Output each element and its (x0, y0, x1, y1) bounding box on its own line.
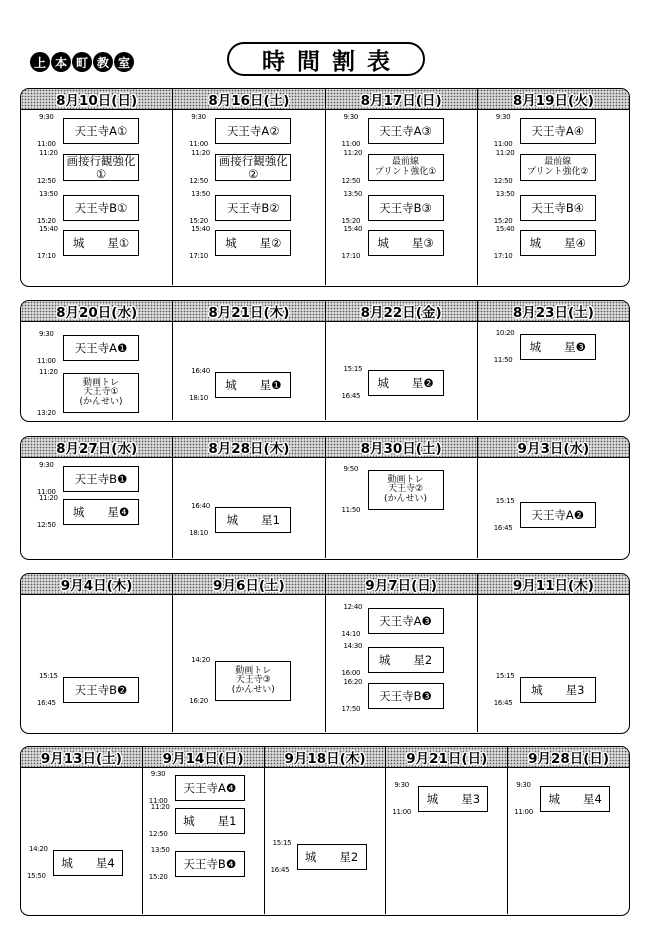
session-label: 天王寺B④ (520, 195, 596, 221)
session-start-time: 14:20 (29, 845, 48, 853)
logo-char: 町 (72, 52, 92, 72)
page-title: 時間割表 (262, 48, 402, 75)
session-end-time: 18:10 (189, 394, 208, 402)
session-label: 動画トレ 天王寺② (かんせい) (368, 470, 444, 510)
session-start-time: 15:15 (495, 672, 515, 680)
session-label: 城 星2 (368, 647, 444, 673)
date-header: 8月10日(日) (56, 93, 138, 109)
session-end-time: 11:00 (341, 140, 361, 148)
session-end-time: 15:50 (27, 872, 46, 880)
session-start-time: 15:15 (343, 365, 363, 373)
session-end-time: 16:45 (341, 392, 361, 400)
session-label: 天王寺A① (63, 118, 139, 144)
session-label: 城 星3 (418, 786, 488, 812)
session-label: 城 星❷ (368, 370, 444, 396)
sessions-row (21, 595, 629, 732)
session-label: 城 星4 (53, 850, 123, 876)
session-label: 天王寺B① (63, 195, 139, 221)
session-end-time: 11:50 (341, 506, 361, 514)
session-label: 城 星① (63, 230, 139, 256)
session-end-time: 16:45 (493, 524, 513, 532)
session-start-time: 9:30 (150, 770, 166, 778)
session-start-time: 15:15 (39, 672, 58, 680)
session-end-time: 17:10 (341, 252, 361, 260)
session-start-time: 9:30 (343, 113, 359, 121)
session-label: 城 星③ (368, 230, 444, 256)
session-start-time: 11:20 (150, 803, 170, 811)
logo-char: 上 (30, 52, 50, 72)
session-label: 城 星4 (540, 786, 610, 812)
day-column (477, 110, 629, 285)
date-header: 8月30日(土) (325, 437, 477, 457)
date-header: 8月22日(金) (325, 301, 477, 321)
day-column (325, 458, 477, 558)
session-start-time: 11:20 (39, 368, 58, 376)
session-label: 画接行観強化② (215, 154, 291, 181)
session-label: 天王寺A❹ (175, 775, 245, 801)
session-end-time: 12:50 (37, 177, 56, 185)
date-header: 9月13日(土) (40, 751, 122, 767)
session-end-time: 11:00 (37, 488, 56, 496)
logo-char: 室 (114, 52, 134, 72)
session-label: 城 星❸ (520, 334, 596, 360)
session-start-time: 13:50 (150, 846, 170, 854)
session-end-time: 12:50 (493, 177, 513, 185)
week-block (20, 573, 630, 734)
session-label: 最前線 プリント強化② (520, 154, 596, 181)
logo-char: 教 (93, 52, 113, 72)
session-start-time: 9:30 (394, 781, 409, 789)
session-start-time: 11:20 (495, 149, 515, 157)
day-column (325, 595, 477, 732)
session-end-time: 14:10 (341, 630, 361, 638)
day-column (325, 322, 477, 420)
session-end-time: 12:50 (189, 177, 208, 185)
date-header: 8月23日(土) (477, 301, 629, 321)
session-end-time: 11:00 (189, 140, 208, 148)
session-label: 城 星❶ (215, 372, 291, 398)
session-end-time: 16:45 (37, 699, 56, 707)
session-start-time: 16:20 (343, 678, 363, 686)
session-start-time: 11:20 (39, 494, 58, 502)
session-end-time: 16:00 (341, 669, 361, 677)
session-end-time: 17:50 (341, 705, 361, 713)
session-label: 天王寺A❷ (520, 502, 596, 528)
session-label: 天王寺B③ (368, 195, 444, 221)
week-block (20, 746, 630, 916)
date-header-row (21, 89, 629, 110)
date-header-row (21, 747, 629, 768)
date-header: 9月21日(日) (385, 747, 507, 767)
session-end-time: 18:10 (189, 529, 208, 537)
date-header-row (21, 437, 629, 458)
session-end-time: 12:50 (341, 177, 361, 185)
session-end-time: 11:00 (37, 140, 56, 148)
session-end-time: 15:20 (148, 873, 168, 881)
session-start-time: 11:20 (343, 149, 363, 157)
session-end-time: 15:20 (189, 217, 208, 225)
day-column (477, 322, 629, 420)
sessions-row (21, 322, 629, 420)
session-start-time: 12:40 (343, 603, 363, 611)
day-column (172, 322, 324, 420)
day-column (142, 768, 264, 914)
date-header: 8月28日(木) (172, 437, 324, 457)
date-header: 9月28日(日) (507, 747, 629, 767)
session-end-time: 11:00 (148, 797, 168, 805)
session-label: 城 星④ (520, 230, 596, 256)
day-column (325, 110, 477, 285)
session-label: 天王寺A④ (520, 118, 596, 144)
day-column (21, 110, 172, 285)
title-box (227, 42, 425, 76)
day-column (21, 458, 172, 558)
date-header-row (21, 301, 629, 322)
session-label: 天王寺B❹ (175, 851, 245, 877)
date-header: 8月21日(木) (172, 301, 324, 321)
session-label: 動画トレ 天王寺③ (かんせい) (215, 661, 291, 701)
day-column (172, 458, 324, 558)
session-start-time: 15:40 (495, 225, 515, 233)
date-header: 9月7日(日) (325, 574, 477, 594)
session-start-time: 9:30 (39, 330, 54, 338)
session-end-time: 17:10 (37, 252, 56, 260)
day-column (477, 595, 629, 732)
week-block (20, 88, 630, 287)
session-end-time: 11:00 (392, 808, 412, 816)
sessions-row (21, 768, 629, 914)
session-start-time: 11:20 (191, 149, 210, 157)
day-column (477, 458, 629, 558)
session-start-time: 9:30 (39, 113, 54, 121)
date-header: 9月18日(木) (264, 747, 386, 767)
date-header: 9月14日(日) (142, 747, 264, 767)
date-header-row (21, 574, 629, 595)
date-header: 9月3日(水) (477, 437, 629, 457)
session-start-time: 16:40 (191, 367, 210, 375)
session-end-time: 12:50 (37, 521, 56, 529)
session-start-time: 15:15 (272, 839, 292, 847)
session-label: 天王寺A❸ (368, 608, 444, 634)
week-block (20, 300, 630, 422)
session-label: 天王寺A② (215, 118, 291, 144)
session-end-time: 12:50 (148, 830, 168, 838)
session-start-time: 9:30 (39, 461, 54, 469)
sessions-row (21, 458, 629, 558)
day-column (172, 110, 324, 285)
session-start-time: 14:30 (343, 642, 363, 650)
session-label: 天王寺B❶ (63, 466, 139, 492)
date-header: 8月17日(日) (325, 89, 477, 109)
session-label: 天王寺A③ (368, 118, 444, 144)
day-column (507, 768, 629, 914)
session-label: 天王寺B② (215, 195, 291, 221)
session-end-time: 11:00 (493, 140, 513, 148)
session-start-time: 11:20 (39, 149, 58, 157)
session-start-time: 9:30 (516, 781, 531, 789)
session-start-time: 13:50 (39, 190, 58, 198)
session-label: 動画トレ 天王寺① (かんせい) (63, 373, 139, 413)
session-label: 城 星❹ (63, 499, 139, 525)
session-end-time: 17:10 (493, 252, 513, 260)
day-column (21, 768, 142, 914)
session-start-time: 15:40 (39, 225, 58, 233)
session-start-time: 15:40 (191, 225, 210, 233)
session-start-time: 13:50 (343, 190, 363, 198)
session-end-time: 11:00 (514, 808, 533, 816)
date-header: 8月20日(水) (56, 305, 138, 321)
day-column (21, 322, 172, 420)
session-end-time: 16:45 (493, 699, 513, 707)
session-end-time: 11:50 (493, 356, 513, 364)
session-start-time: 9:30 (191, 113, 206, 121)
session-start-time: 15:40 (343, 225, 363, 233)
day-column (21, 595, 172, 732)
session-label: 城 星② (215, 230, 291, 256)
session-label: 天王寺A❶ (63, 335, 139, 361)
session-end-time: 16:45 (270, 866, 290, 874)
session-end-time: 15:20 (37, 217, 56, 225)
day-column (264, 768, 386, 914)
day-column (172, 595, 324, 732)
session-start-time: 16:40 (191, 502, 210, 510)
week-block (20, 436, 630, 560)
session-label: 天王寺B❸ (368, 683, 444, 709)
day-column (385, 768, 507, 914)
session-start-time: 13:50 (191, 190, 210, 198)
session-start-time: 13:50 (495, 190, 515, 198)
date-header: 8月16日(土) (172, 89, 324, 109)
session-end-time: 15:20 (341, 217, 361, 225)
session-end-time: 17:10 (189, 252, 208, 260)
session-label: 城 星1 (215, 507, 291, 533)
session-end-time: 11:00 (37, 357, 56, 365)
session-label: 城 星1 (175, 808, 245, 834)
logo-char: 本 (51, 52, 71, 72)
date-header: 9月11日(木) (477, 574, 629, 594)
session-start-time: 10:20 (495, 329, 515, 337)
session-start-time: 15:15 (495, 497, 515, 505)
session-start-time: 9:30 (495, 113, 511, 121)
session-label: 城 星2 (297, 844, 367, 870)
date-header: 8月19日(火) (477, 89, 629, 109)
session-end-time: 15:20 (493, 217, 513, 225)
sessions-row (21, 110, 629, 285)
session-label: 最前線 プリント強化① (368, 154, 444, 181)
date-header: 9月4日(木) (60, 578, 133, 594)
session-start-time: 14:20 (191, 656, 210, 664)
date-header: 8月27日(水) (56, 441, 138, 457)
date-header: 9月6日(土) (172, 574, 324, 594)
school-logo (30, 52, 134, 72)
session-label: 画接行観強化① (63, 154, 139, 181)
session-label: 城 星3 (520, 677, 596, 703)
session-end-time: 16:20 (189, 697, 208, 705)
session-label: 天王寺B❷ (63, 677, 139, 703)
session-start-time: 9:50 (343, 465, 359, 473)
session-end-time: 13:20 (37, 409, 56, 417)
